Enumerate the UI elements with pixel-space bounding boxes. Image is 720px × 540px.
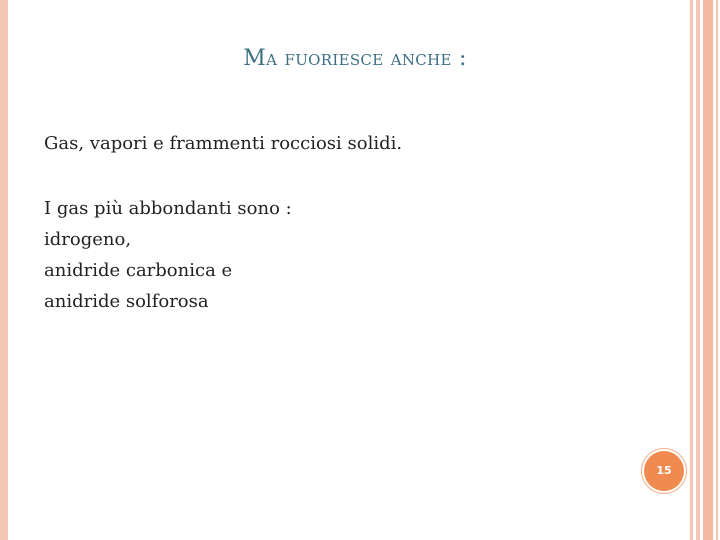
slide-right-stripe: [690, 0, 693, 540]
body-paragraph: Gas, vapori e frammenti rocciosi solidi.: [44, 133, 403, 154]
body-line: anidride carbonica e: [44, 260, 233, 281]
slide-title: Ma fuoriesce anche :: [243, 46, 467, 71]
slide-left-border: [0, 0, 8, 540]
page-number-badge: 15: [644, 451, 684, 491]
body-line: anidride solforosa: [44, 291, 209, 312]
body-line: idrogeno,: [44, 229, 132, 250]
slide-right-stripe: [716, 0, 718, 540]
slide-right-stripe: [703, 0, 713, 540]
slide-right-stripe: [696, 0, 700, 540]
body-line: I gas più abbondanti sono :: [44, 198, 292, 219]
